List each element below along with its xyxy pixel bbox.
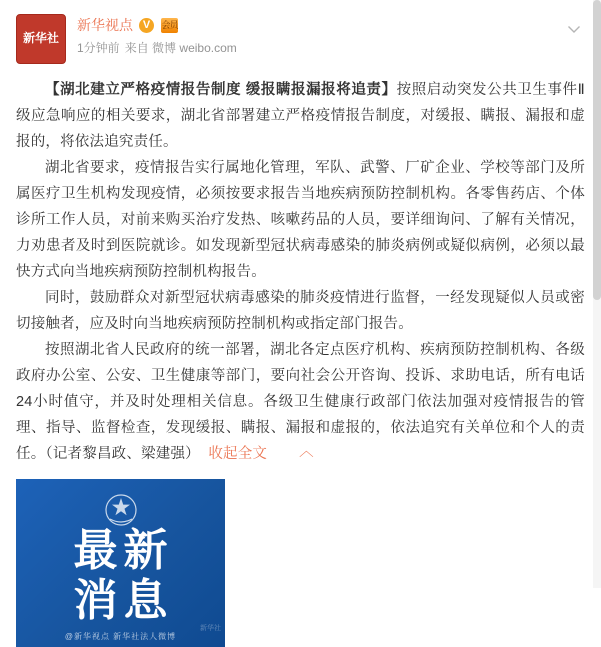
post-image[interactable]	[16, 479, 225, 647]
name-row	[77, 15, 585, 35]
avatar[interactable]	[16, 14, 66, 64]
post-time: 1分钟前	[77, 41, 120, 55]
post-paragraph-1-text: 按照启动突发公共卫生事件Ⅱ级应急响应的相关要求，湖北省部署建立严格疫情报告制度，对缓报、瞒报、漏报和虚报的，将依法追究责任。	[16, 82, 585, 150]
chevron-up-icon: ︿	[299, 444, 314, 460]
post-lead: 【湖北建立严格疫情报告制度 缓报瞒报漏报将追责】	[45, 82, 397, 98]
post-image-credit: @新华视点 新华社法人微博	[64, 632, 177, 641]
collapse-fulltext-label: 收起全文	[208, 446, 268, 462]
post-source-prefix: 来自	[124, 41, 149, 55]
post-image-line-1: 最新	[73, 526, 174, 575]
scrollbar-track[interactable]	[593, 0, 601, 588]
account-name[interactable]: 新华视点	[77, 17, 133, 33]
verified-badge-icon: V	[139, 18, 154, 33]
post-meta	[77, 40, 585, 57]
post-source-site[interactable]: weibo.com	[179, 41, 237, 55]
post-paragraph-4-text: 按照湖北省人民政府的统一部署，湖北各定点医疗机构、疾病预防控制机构、各级政府办公室、公安、卫生健康等部门，要向社会公开咨询、投诉、求助电话，所有电话24小时值守，并及时处理相关信息。各级卫生健康行政部门依法加强对疫情报告的管理、指导、监督检查，发现缓报、瞒报、漏报和虚报的，依法追究有关单位和个人的责任。（记者黎昌政、梁建强）	[16, 342, 585, 462]
vip-badge-icon: 会员	[161, 18, 178, 33]
post-image-line-2: 消息	[73, 576, 174, 625]
post-header	[16, 14, 585, 64]
post-paragraph-2: 湖北省要求，疫情报告实行属地化管理，军队、武警、厂矿企业、学校等部门及所属医疗卫生机构发现疫情，必须按要求报告当地疾病预防控制机构。各零售药店、个体诊所工作人员，对前来购买治疗发热、咳嗽药品的人员，要详细询问、了解有关情况，力劝患者及时到医院就诊。如发现新型冠状病毒感染的肺炎病例或疑似病例，必须以最快方式向当地疾病预防控制机构报告。	[16, 160, 585, 280]
post-source-client[interactable]: 微博	[152, 41, 177, 55]
post-image-watermark: 新华社	[200, 625, 221, 632]
scrollbar-thumb[interactable]	[593, 0, 601, 300]
post-paragraph-3: 同时，鼓励群众对新型冠状病毒感染的肺炎疫情进行监督，一经发现疑似人员或密切接触者，应及时向当地疾病预防控制机构或指定部门报告。	[16, 290, 585, 332]
header-text	[77, 14, 585, 57]
chevron-down-icon[interactable]	[565, 20, 583, 38]
post-paragraph-1	[16, 77, 585, 155]
post-content	[16, 77, 585, 467]
collapse-fulltext-link[interactable]	[208, 446, 314, 462]
post-paragraph-4	[16, 337, 585, 467]
avatar-label: 新华社	[23, 32, 59, 46]
